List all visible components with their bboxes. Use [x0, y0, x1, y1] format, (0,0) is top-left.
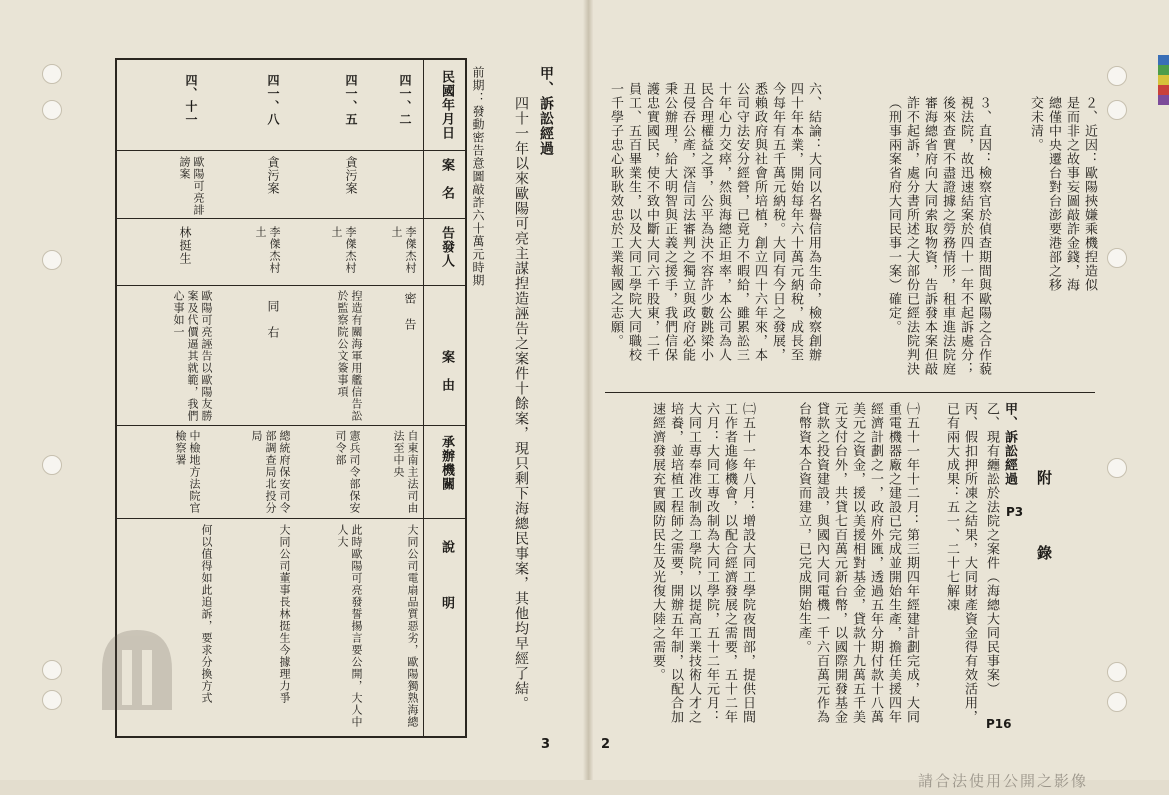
- cause-direct: ３、直因：檢察官於偵查期間與歐陽之合作藐視法院，故迅速結案於四十一年不起訴處分；後來查實不盡證據之勞務情形，租車進法院庭審海總省府向大同索取物資，告訴發本案但敲詐不起訴，處分書所述之大部份已經法院判決（刑事兩案省府大同民事一案）確定。: [886, 96, 991, 376]
- table-row-accuser: 林挺生: [178, 226, 192, 265]
- table-row-case-by: 歐陽可亮誣告以歐陽友勝案及代價逼其就範，我們心事如一: [172, 290, 213, 422]
- period-note: 前期：發動密告意圖敲詐六十萬元時期: [471, 66, 485, 287]
- table-divider: [117, 285, 465, 286]
- table-row-date: 四一、五: [344, 74, 358, 126]
- table-row-case-by: 同 右: [266, 300, 280, 339]
- table-row-note: 大同公司董事長林挺生今據理力爭: [278, 524, 291, 704]
- header-date: 民國年月日: [439, 70, 454, 140]
- intro-paragraph: 四十一年以來歐陽可亮主謀揑造誣告之案件十餘案，現只剩下海總民事案，其他均早經了結。: [513, 96, 529, 711]
- conclusion-section: 六、結論：大同以名譽信用為生命，檢察創辦四十年本業，開始每年六十萬元納稅，成長至今每年有五千萬元納稅。大同有今日之發展，悉賴政府與社會所培植，創立四十六年來，本公司守法安分經營，已竟力不暇給，雖累訟三十年心力交瘁，然與海總正坦率，本公司為人民合理權益之爭，公平為決不容許少數跳梁小丑侵吞公產，深信司法審判之獨立與政府必能秉公辦理，給大明智與正義之援手，我們信保護忠實國民，使不致中斷大同六千股東，二千員工、五百畢業生，以及大同工學院大同職校一千學子忠心耿耿效忠於工業報國之志願。: [608, 82, 821, 362]
- page-marker: P16: [986, 717, 1012, 731]
- table-divider: [117, 518, 465, 519]
- table-row-case-name: 貪污案: [344, 156, 358, 195]
- color-calibration-strip: [1158, 55, 1169, 105]
- page-number: 3: [541, 737, 551, 752]
- header-case-by: 案 由: [439, 350, 454, 392]
- binder-hole: [1107, 692, 1127, 712]
- appendix-item-c: 丙、假扣押所凍之結果，大同財產資金得有效活用，已有兩大成果：五一、二十七解凍: [944, 402, 977, 724]
- section-divider: [605, 392, 1095, 393]
- header-note: 說 明: [439, 540, 454, 610]
- appendix-a-ref: P3: [1006, 505, 1024, 519]
- table-divider: [117, 218, 465, 219]
- binder-hole: [42, 660, 62, 680]
- header-accuser: 告發人: [439, 226, 454, 268]
- appendix-item-a: 甲、訴訟經過: [1002, 402, 1017, 486]
- table-row-date: 四一、八: [266, 74, 280, 126]
- binder-hole: [42, 250, 62, 270]
- header-handler: 承辦機關: [439, 435, 454, 491]
- usage-watermark: 請合法使用公開之影像: [918, 772, 1089, 790]
- table-row-case-by: 密 告: [403, 292, 417, 331]
- table-row-case-name: 歐陽可亮誹謗案: [178, 156, 205, 216]
- table-row-note: 何以值得如此追訴，要求分換方式: [200, 524, 213, 704]
- binder-hole: [1107, 248, 1127, 268]
- page-number: 2: [601, 737, 611, 752]
- appendix-item-1: ㈠五十一年十二月：第三期四年經建計劃完成，大同重電機器廠之建設已完成並開始生產，擔任美援四年經濟計劃之一，政府外匯，透過五年分期付款十八萬美元之資金，援以美援相對基金，貸款十九萬五千美元支付台外，共貸七百萬元新台幣，以國際開發基金貸款之投資建設，與國內大同電機一千六百萬元作為台幣資本合資而建立，已完成開始生產。: [796, 402, 919, 724]
- table-row-handler: 自東南主法司由法至中央: [392, 430, 419, 514]
- table-row-accuser: 李傑杰村土: [254, 226, 281, 274]
- header-case-name: 案 名: [439, 158, 454, 200]
- binder-hole: [42, 690, 62, 710]
- page-gutter: [583, 0, 593, 780]
- appendix-title: 附 錄: [1035, 470, 1053, 570]
- section-heading: 甲、訴訟經過: [538, 66, 554, 156]
- table-divider: [423, 60, 424, 736]
- appendix-item-b: 乙、現有纏訟於法院之案件（海總大同民事案）: [984, 402, 999, 696]
- table-row-accuser: 李傑杰村土: [330, 226, 357, 274]
- table-row-date: 四一、二: [398, 74, 412, 126]
- table-row-case-name: 貪污案: [266, 156, 280, 195]
- binder-hole: [1107, 66, 1127, 86]
- seal-stamp: [92, 610, 182, 720]
- table-row-date: 四、十一: [184, 74, 198, 126]
- binder-hole: [1107, 100, 1127, 120]
- table-divider: [117, 150, 465, 151]
- table-row-case-by: 揑造有關海軍用艦信告訟於監察院公文簽事項: [336, 290, 363, 422]
- binder-hole: [42, 64, 62, 84]
- table-row-accuser: 李傑杰村土: [390, 226, 417, 274]
- table-row-note: 此時歐陽可亮發誓揚言要公開，大人中人大: [336, 524, 363, 728]
- cause-recent: ２、近因：歐陽挾嫌乘機揑造似是而非之故事妄圖敲詐金錢，海總僅中央遷台對台澎要港部之移交未清。: [1028, 96, 1097, 292]
- table-row-handler: 中檢地方法院官檢察署: [174, 430, 201, 514]
- table-row-handler: 總統府保安司令部調查局北投分局: [250, 430, 291, 514]
- table-divider: [117, 425, 465, 426]
- appendix-item-2: ㈡五十一年八月：增設大同工學院夜間部，提供日間工作者進修機會，以配合經濟發展之需要，五十二年六月：大同工專改制為大同工學院，五十二年元月：大同工專奉准改制為工學院，以提高工業技術人才之培養，並培植工程師之需要，開辦五年制，以配合加速經濟發展充實國防民生及光復大陸之需要。: [650, 402, 755, 724]
- table-row-note: 大同公司電扇品質惡劣，歐陽獨熟海總: [406, 524, 419, 728]
- binder-hole: [1107, 458, 1127, 478]
- binder-hole: [42, 455, 62, 475]
- table-row-handler: 憲兵司令部保安司令部: [334, 430, 361, 514]
- binder-hole: [42, 100, 62, 120]
- binder-hole: [1107, 662, 1127, 682]
